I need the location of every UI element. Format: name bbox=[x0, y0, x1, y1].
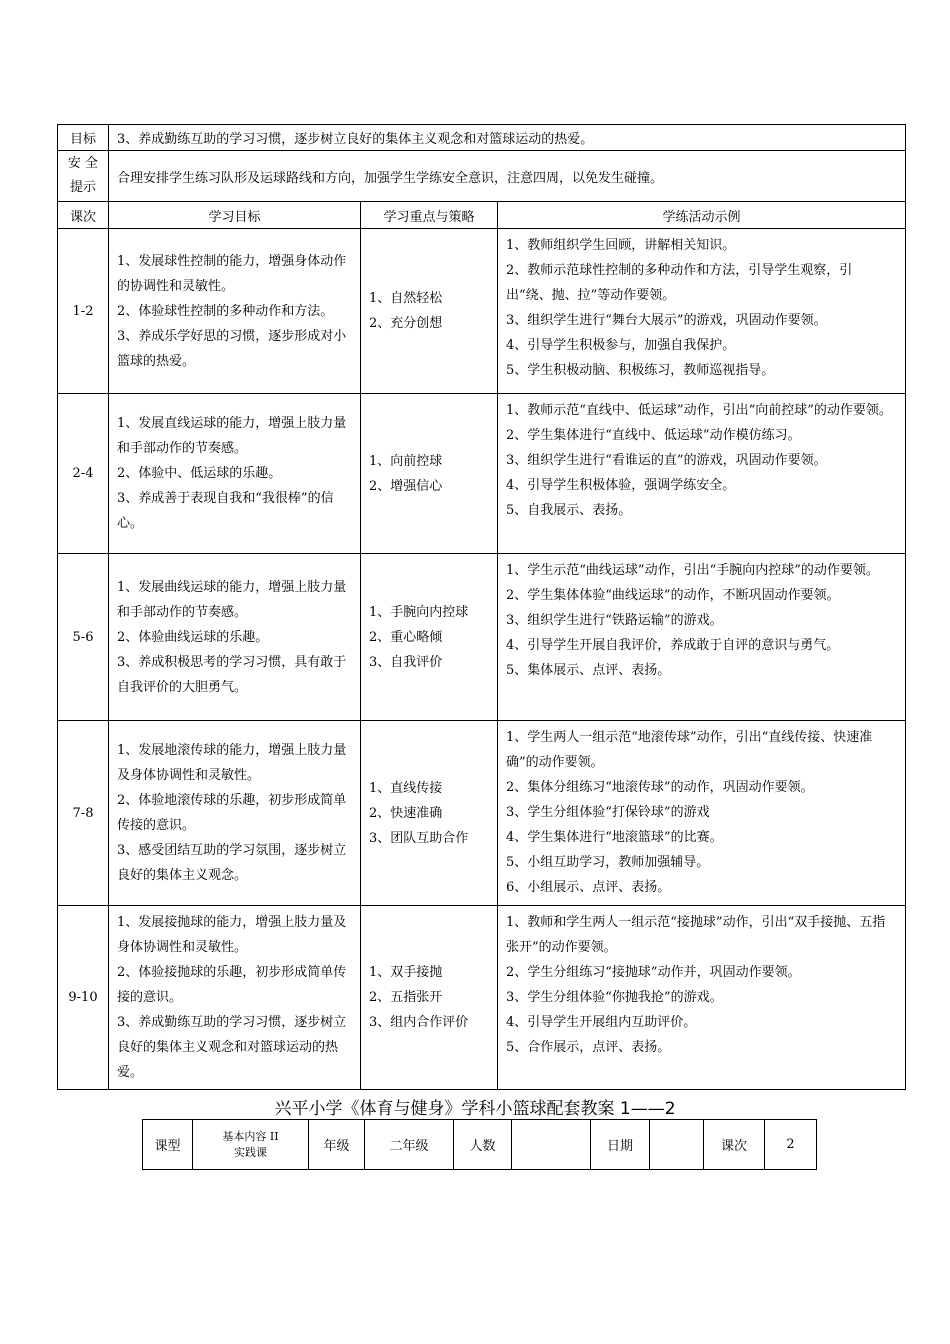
safety-text: 合理安排学生练习队形及运球路线和方向，加强学生学练安全意识，注意四周，以免发生碰撞。 bbox=[109, 151, 906, 202]
lesson-focus bbox=[361, 721, 498, 906]
goal-item: 2、体验中、低运球的乐趣。 bbox=[117, 466, 282, 481]
table-row bbox=[58, 721, 906, 906]
activity-item: 4、引导学生开展自我评价，养成敢于自评的意识与勇气。 bbox=[506, 638, 840, 653]
focus-item: 1、向前控球 bbox=[369, 453, 443, 469]
activity-item: 5、合作展示，点评、表扬。 bbox=[506, 1040, 671, 1055]
objectives-label: 目标 bbox=[58, 125, 109, 151]
type-value-line1: 基本内容 II bbox=[222, 1129, 279, 1143]
lesson-number: 5-6 bbox=[58, 554, 109, 721]
activity-item: 3、学生分组体验“你抛我抢”的游戏。 bbox=[506, 990, 723, 1005]
count-label: 人数 bbox=[454, 1120, 512, 1170]
activity-item: 3、组织学生进行“铁路运输”的游戏。 bbox=[506, 613, 723, 628]
focus-item: 2、增强信心 bbox=[369, 478, 443, 494]
lesson-activities bbox=[498, 906, 906, 1090]
focus-item: 2、五指张开 bbox=[369, 990, 443, 1005]
count-value bbox=[512, 1120, 591, 1170]
goal-item: 2、体验曲线运球的乐趣。 bbox=[117, 629, 269, 645]
safety-label bbox=[58, 151, 109, 202]
activity-item: 4、引导学生积极参与，加强自我保护。 bbox=[506, 338, 736, 353]
activity-item: 1、学生示范“曲线运球”动作，引出“手腕向内控球”的动作要领。 bbox=[506, 563, 879, 578]
type-label: 课型 bbox=[143, 1120, 193, 1170]
header-goals: 学习目标 bbox=[109, 202, 361, 229]
objectives-text: 3、养成勤练互助的学习习惯，逐步树立良好的集体主义观念和对篮球运动的热爱。 bbox=[109, 125, 906, 151]
activity-item: 5、小组互助学习，教师加强辅导。 bbox=[506, 855, 710, 870]
focus-item: 3、组内合作评价 bbox=[369, 1015, 469, 1030]
objectives-row bbox=[58, 125, 906, 151]
safety-label-line1: 安 全 bbox=[67, 156, 99, 171]
table-row bbox=[58, 229, 906, 394]
goal-item: 1、发展接抛球的能力，增强上肢力量及身体协调性和灵敏性。 bbox=[117, 915, 347, 955]
date-value bbox=[650, 1120, 704, 1170]
lesson-goals bbox=[109, 394, 361, 554]
goal-item: 2、体验球性控制的多种动作和方法。 bbox=[117, 303, 334, 319]
header-activities: 学练活动示例 bbox=[498, 202, 906, 229]
lesson-value: 2 bbox=[765, 1120, 817, 1170]
table-row bbox=[58, 394, 906, 554]
activity-item: 2、教师示范球性控制的多种动作和方法，引导学生观察，引出“绕、抛、拉”等动作要领。 bbox=[506, 263, 853, 303]
focus-item: 1、直线传接 bbox=[369, 780, 443, 796]
activity-item: 1、学生两人一组示范“地滚传球”动作，引出“直线传接、快速准确”的动作要领。 bbox=[506, 730, 873, 770]
focus-item: 1、自然轻松 bbox=[369, 291, 443, 306]
goal-item: 1、发展曲线运球的能力，增强上肢力量和手部动作的节奏感。 bbox=[117, 579, 347, 620]
lesson-focus bbox=[361, 229, 498, 394]
safety-label-line2: 提示 bbox=[69, 180, 96, 195]
goal-item: 2、体验地滚传球的乐趣，初步形成简单传接的意识。 bbox=[117, 793, 347, 833]
lesson-goals bbox=[109, 554, 361, 721]
grade-label: 年级 bbox=[309, 1120, 365, 1170]
header-lesson: 课次 bbox=[58, 202, 109, 229]
goal-item: 1、发展球性控制的能力，增强身体动作的协调性和灵敏性。 bbox=[117, 253, 347, 294]
header-focus: 学习重点与策略 bbox=[361, 202, 498, 229]
goal-item: 2、体验接抛球的乐趣，初步形成简单传接的意识。 bbox=[117, 965, 347, 1005]
activity-item: 2、集体分组练习“地滚传球”的动作，巩固动作要领。 bbox=[506, 780, 814, 795]
lesson-number: 1-2 bbox=[58, 229, 109, 394]
goal-item: 3、养成善于表现自我和“我很棒”的信心。 bbox=[117, 491, 334, 531]
activity-item: 1、教师和学生两人一组示范“接抛球”动作，引出“双手接抛、五指张开”的动作要领。 bbox=[506, 915, 886, 955]
goal-item: 3、养成乐学好思的习惯，逐步形成对小篮球的热爱。 bbox=[117, 328, 347, 369]
info-row bbox=[143, 1120, 817, 1170]
lesson-focus bbox=[361, 554, 498, 721]
activity-item: 3、组织学生进行“舞台大展示”的游戏，巩固动作要领。 bbox=[506, 313, 827, 328]
lesson-info-table bbox=[142, 1119, 817, 1170]
activity-item: 1、教师组织学生回顾，讲解相关知识。 bbox=[506, 238, 736, 253]
goal-item: 1、发展地滚传球的能力，增强上肢力量及身体协调性和灵敏性。 bbox=[117, 743, 347, 783]
lesson-activities bbox=[498, 394, 906, 554]
lesson-plan-title: 兴平小学《体育与健身》学科小篮球配套教案 1——2 bbox=[274, 1099, 676, 1119]
goal-item: 3、养成积极思考的学习习惯，具有敢于自我评价的大胆勇气。 bbox=[117, 654, 347, 695]
lesson-number: 9-10 bbox=[58, 906, 109, 1090]
focus-item: 1、双手接抛 bbox=[369, 965, 443, 980]
lesson-activities bbox=[498, 554, 906, 721]
focus-item: 2、快速准确 bbox=[369, 805, 443, 821]
lesson-focus bbox=[361, 394, 498, 554]
activity-item: 5、学生积极动脑、积极练习，教师巡视指导。 bbox=[506, 363, 775, 378]
table-row bbox=[58, 554, 906, 721]
unit-plan-table bbox=[57, 124, 906, 1090]
lesson-activities bbox=[498, 229, 906, 394]
lesson-goals bbox=[109, 721, 361, 906]
safety-row bbox=[58, 151, 906, 202]
lesson-goals bbox=[109, 229, 361, 394]
activity-item: 3、组织学生进行“看谁运的直”的游戏，巩固动作要领。 bbox=[506, 453, 827, 468]
focus-item: 2、重心略倾 bbox=[369, 629, 443, 645]
type-value bbox=[193, 1120, 309, 1170]
activity-item: 1、教师示范“直线中、低运球”动作，引出“向前控球”的动作要领。 bbox=[506, 403, 892, 418]
table-row bbox=[58, 906, 906, 1090]
lesson-label: 课次 bbox=[704, 1120, 765, 1170]
focus-item: 3、自我评价 bbox=[369, 654, 443, 670]
type-value-line2: 实践课 bbox=[234, 1145, 267, 1159]
activity-item: 3、学生分组体验“打保铃球”的游戏 bbox=[506, 805, 710, 820]
lesson-activities bbox=[498, 721, 906, 906]
activity-item: 5、自我展示、表扬。 bbox=[506, 503, 632, 518]
activity-item: 6、小组展示、点评、表扬。 bbox=[506, 880, 671, 895]
date-label: 日期 bbox=[591, 1120, 650, 1170]
activity-item: 4、引导学生积极体验，强调学练安全。 bbox=[506, 478, 736, 493]
goal-item: 1、发展直线运球的能力，增强上肢力量和手部动作的节奏感。 bbox=[117, 416, 347, 456]
activity-item: 2、学生集体进行“直线中、低运球”动作模仿练习。 bbox=[506, 428, 801, 443]
lesson-number: 2-4 bbox=[58, 394, 109, 554]
focus-item: 1、手腕向内控球 bbox=[369, 604, 469, 620]
lesson-number: 7-8 bbox=[58, 721, 109, 906]
goal-item: 3、养成勤练互助的学习习惯，逐步树立良好的集体主义观念和对篮球运动的热爱。 bbox=[117, 1015, 347, 1080]
focus-item: 2、充分创想 bbox=[369, 316, 443, 331]
goal-item: 3、感受团结互助的学习氛围，逐步树立良好的集体主义观念。 bbox=[117, 843, 347, 883]
lesson-focus bbox=[361, 906, 498, 1090]
grade-value: 二年级 bbox=[365, 1120, 454, 1170]
lesson-goals bbox=[109, 906, 361, 1090]
activity-item: 5、集体展示、点评、表扬。 bbox=[506, 663, 671, 678]
activity-item: 4、引导学生开展组内互助评价。 bbox=[506, 1015, 697, 1030]
activity-item: 2、学生分组练习“接抛球”动作并，巩固动作要领。 bbox=[506, 965, 801, 980]
activity-item: 2、学生集体体验“曲线运球”的动作，不断巩固动作要领。 bbox=[506, 588, 840, 603]
focus-item: 3、团队互助合作 bbox=[369, 830, 469, 846]
activity-item: 4、学生集体进行“地滚篮球”的比赛。 bbox=[506, 830, 723, 845]
table-header-row bbox=[58, 202, 906, 229]
